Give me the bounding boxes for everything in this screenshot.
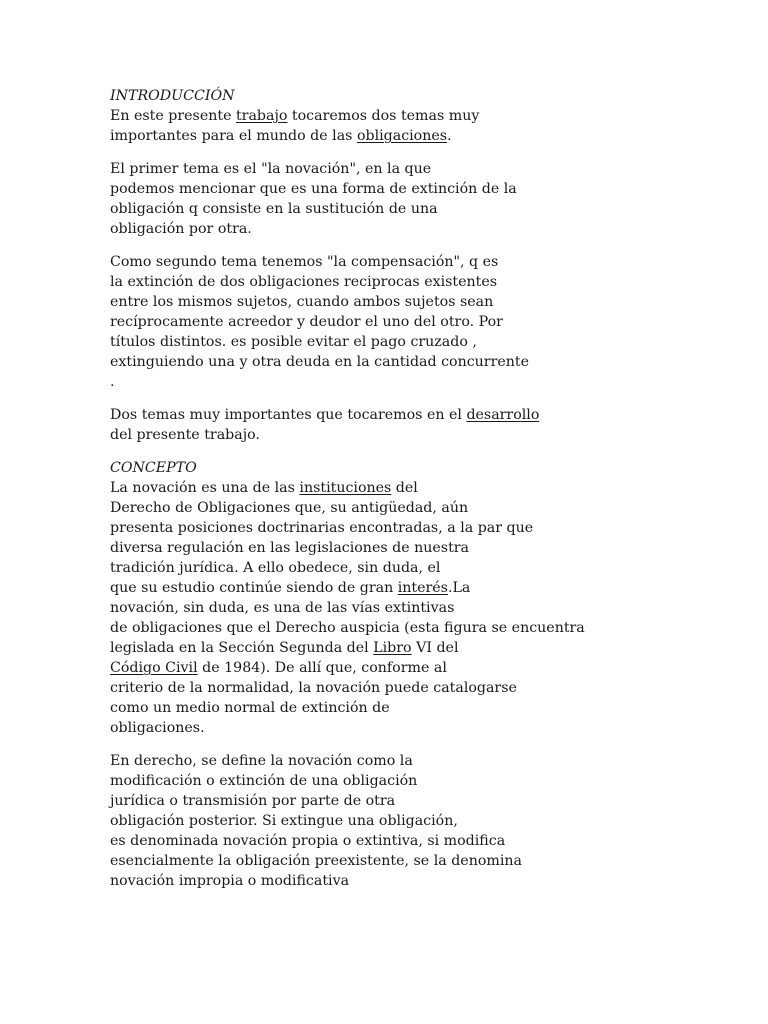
text-line: que su estudio continúe siendo de gran interés.La [110,580,471,596]
link-libro[interactable]: Libro [373,640,412,656]
text-line: jurídica o transmisión por parte de otra [110,793,396,809]
link-desarrollo[interactable]: desarrollo [466,407,540,423]
text-line: importantes para el mundo de las obligaciones. [110,128,452,144]
text-line: legislada en la Sección Segunda del Libro VI del [110,640,459,656]
text-line: obligación posterior. Si extingue una obligación, [110,813,458,829]
text-line: esencialmente la obligación preexistente, se la denomina [110,853,522,869]
text-line: novación impropia o modificativa [110,873,350,889]
concepto-paragraph-2 [110,751,580,891]
text-line: modificación o extinción de una obligación [110,773,418,789]
text-line: Derecho de Obligaciones que, su antigüedad, aún [110,500,469,516]
text-line: . [110,374,115,390]
concepto-paragraph-1 [110,478,585,738]
link-trabajo[interactable]: trabajo [235,108,288,124]
link-codigo-civil[interactable]: Código Civil [110,660,198,676]
text-line: obligación q consiste en la sustitución de una [110,201,438,217]
text-line: como un medio normal de extinción de [110,700,390,716]
text-line: Código Civil de 1984). De allí que, conforme al [110,660,447,676]
text-line: La novación es una de las instituciones del [110,480,418,496]
text-line: extinguiendo una y otra deuda en la cantidad concurrente [110,354,529,370]
link-interes[interactable]: interés [397,580,448,596]
text-line: Dos temas muy importantes que tocaremos en el desarrollo [110,407,540,423]
text-line: novación, sin duda, es una de las vías extintivas [110,600,455,616]
link-instituciones[interactable]: instituciones [299,480,392,496]
text-line: diversa regulación en las legislaciones de nuestra [110,540,470,556]
text-line: podemos mencionar que es una forma de extinción de la [110,181,517,197]
text-line: de obligaciones que el Derecho auspicia (esta figura se encuentra [110,620,585,636]
text-line: criterio de la normalidad, la novación puede catalogarse [110,680,517,696]
text-line: del presente trabajo. [110,427,260,443]
text-line: tradición jurídica. A ello obedece, sin duda, el [110,560,441,576]
text-line: la extinción de dos obligaciones reciprocas existentes [110,274,498,290]
text-line: Como segundo tema tenemos "la compensación", q es [110,254,499,270]
concepto-heading: CONCEPTO [110,460,197,476]
text-line: obligación por otra. [110,221,252,237]
text-line: presenta posiciones doctrinarias encontradas, a la par que [110,520,534,536]
text-line: El primer tema es el "la novación", en la que [110,161,432,177]
text-line: recíprocamente acreedor y deudor el uno del otro. Por [110,314,503,330]
intro-paragraph-3 [110,252,580,392]
text-line: títulos distintos. es posible evitar el pago cruzado , [110,334,477,350]
text-line: es denominada novación propia o extintiva, si modifica [110,833,506,849]
intro-heading: INTRODUCCIÓN [110,88,235,104]
text-line: En derecho, se define la novación como la [110,753,413,769]
text-line: entre los mismos sujetos, cuando ambos sujetos sean [110,294,494,310]
intro-paragraph-4 [110,405,580,445]
text-line: En este presente trabajo tocaremos dos temas muy [110,108,480,124]
intro-paragraph-1 [110,106,580,146]
link-obligaciones[interactable]: obligaciones [356,128,448,144]
text-line: obligaciones. [110,720,205,736]
document-page [110,86,585,904]
intro-paragraph-2 [110,159,580,239]
